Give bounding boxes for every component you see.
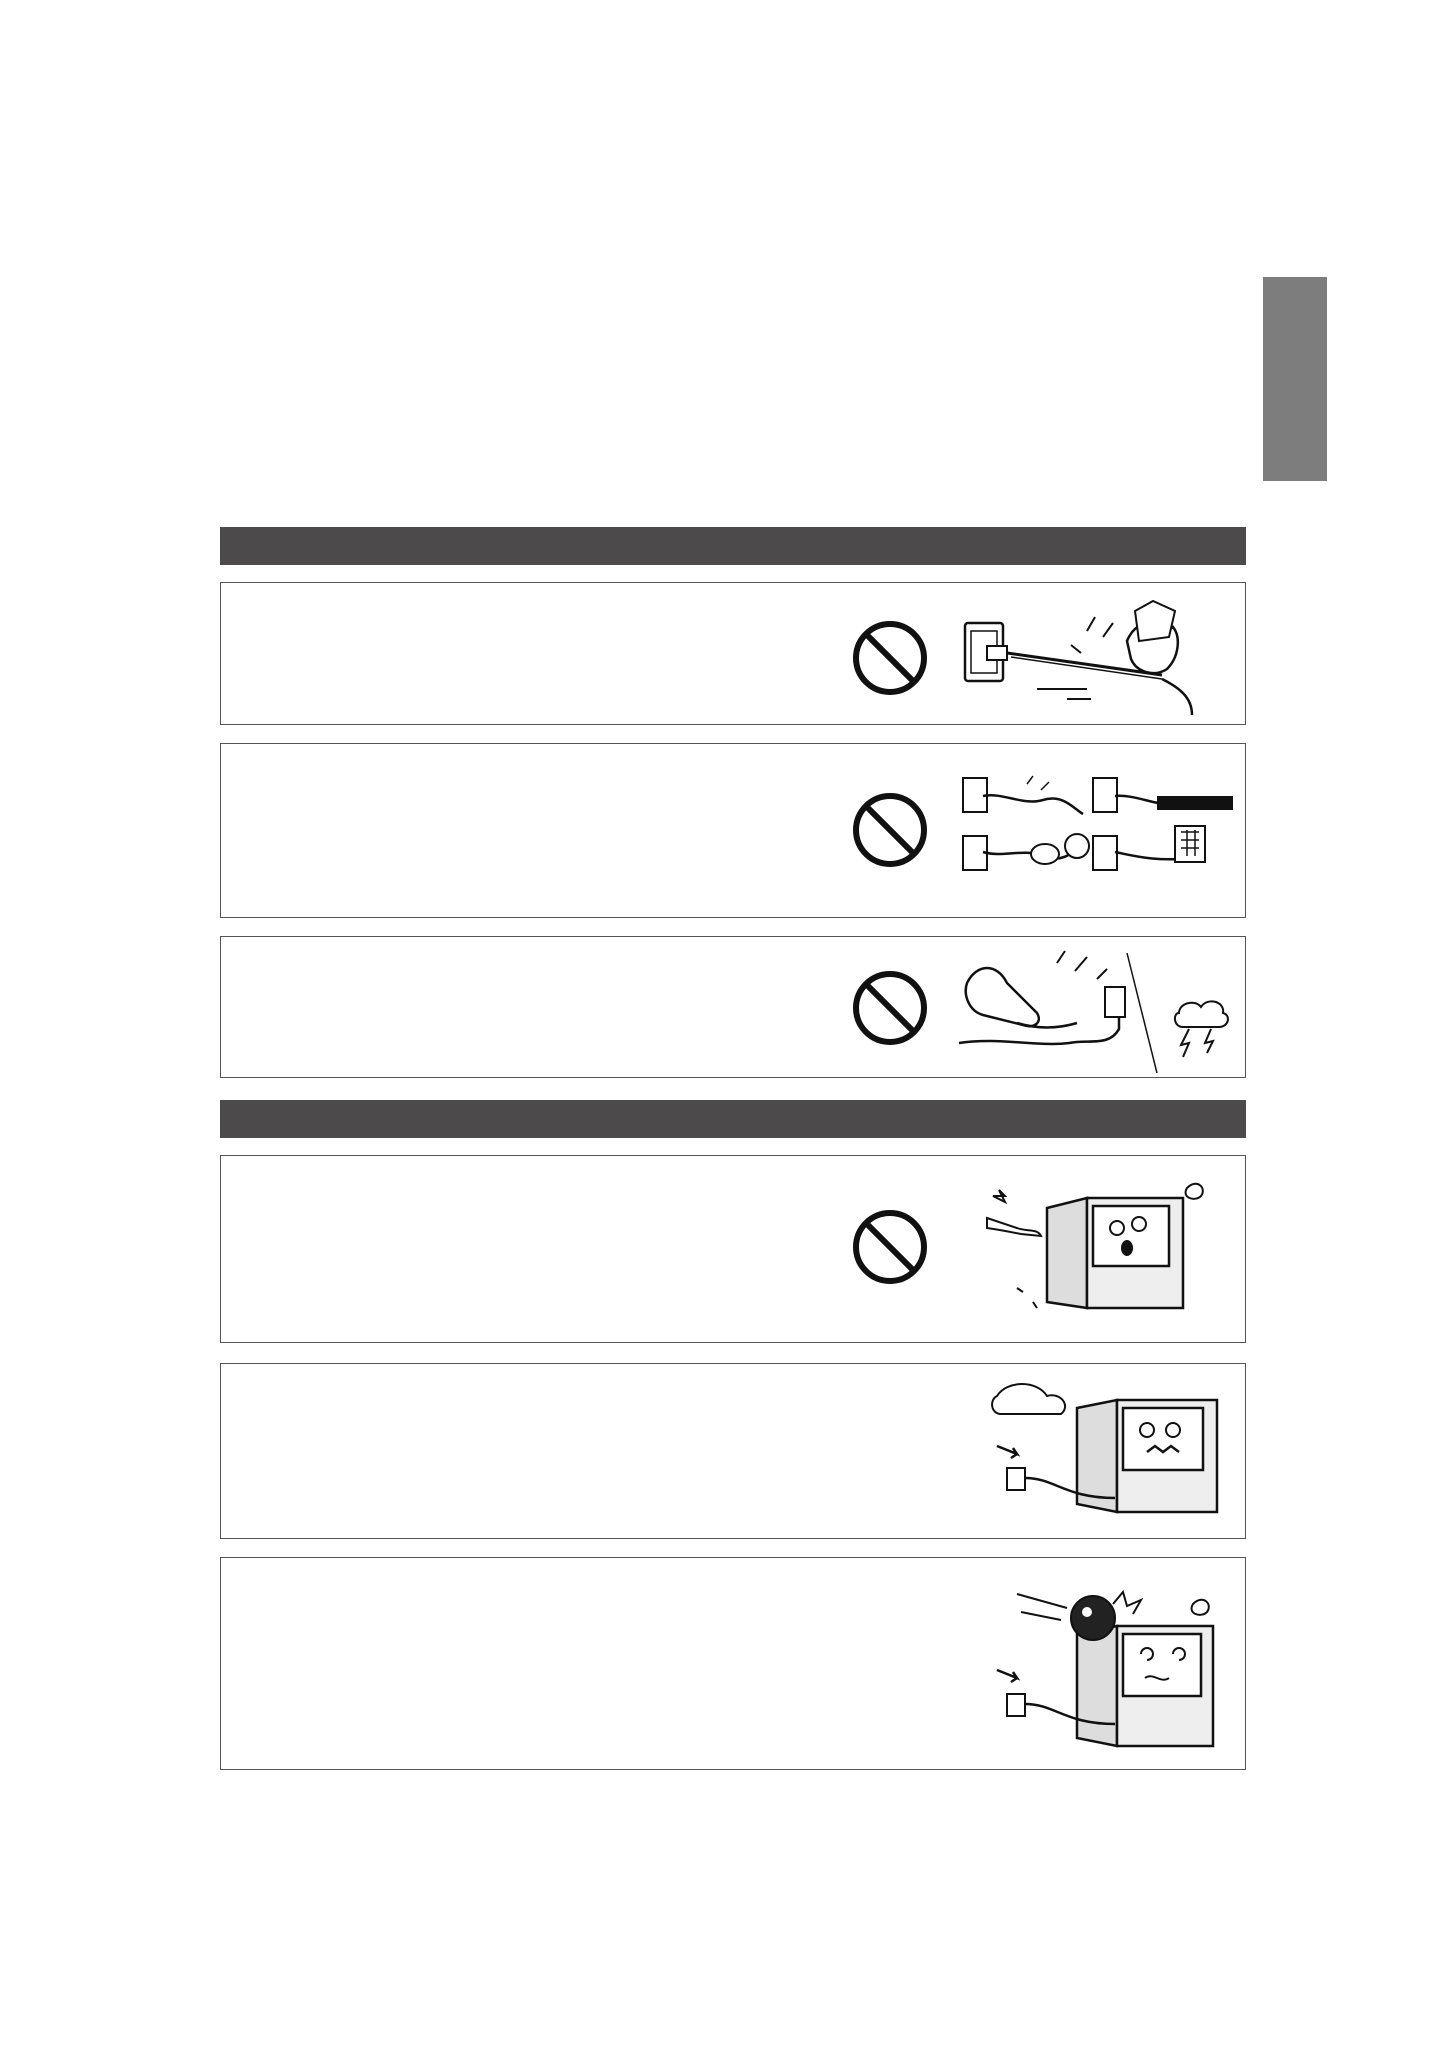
warning-box [220, 1557, 1246, 1770]
warning-box [220, 1155, 1246, 1343]
warning-box [220, 1363, 1246, 1539]
prohibited-sign-icon [851, 969, 929, 1047]
damaged-power-cord-illustration [957, 766, 1237, 886]
prohibited-sign-icon [851, 1208, 929, 1286]
tv-disassembly-illustration [977, 1168, 1227, 1328]
prohibited-sign-icon [851, 791, 929, 869]
section-header-bar [220, 1100, 1246, 1138]
warning-box [220, 582, 1246, 725]
tv-smoke-unplug-illustration [977, 1372, 1227, 1532]
wet-hands-thunderstorm-illustration [957, 943, 1237, 1073]
section-header-bar [220, 527, 1246, 565]
prohibited-sign-icon [851, 619, 929, 697]
pulling-plug-by-cord-illustration [957, 591, 1237, 716]
warning-box [220, 743, 1246, 918]
side-tab-marker [1263, 277, 1327, 481]
warning-box [220, 936, 1246, 1078]
tv-dropped-unplug-illustration [977, 1574, 1227, 1764]
